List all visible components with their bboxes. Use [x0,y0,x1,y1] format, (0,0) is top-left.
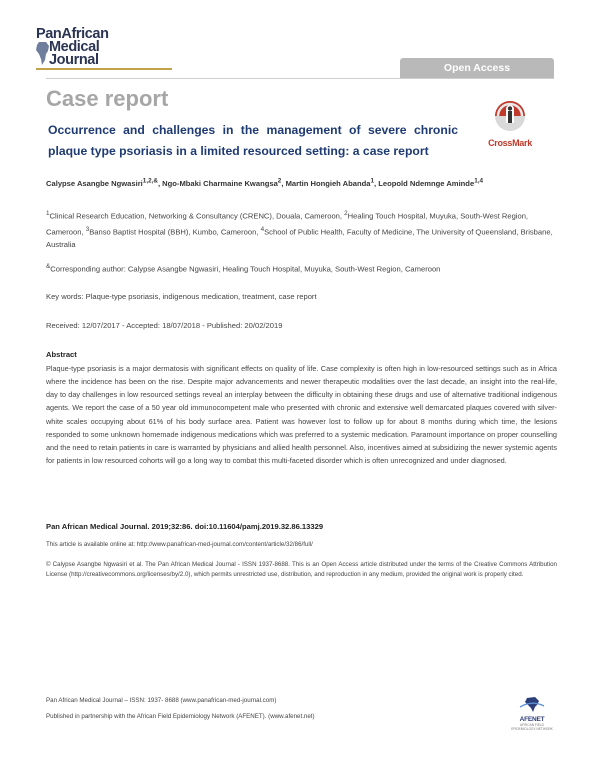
header-divider [46,78,554,79]
author-list [46,177,556,188]
crossmark-icon [482,100,538,132]
footer-issn: Pan African Medical Journal – ISSN: 1937- 8688 (www.panafrican-med-journal.com) [46,697,277,704]
online-availability: This article is available online at: http://www.panafrican-med-journal.com/content/article/32/86/full/ [46,541,313,548]
crossmark-badge[interactable] [482,100,538,148]
abstract-body: Plaque-type psoriasis is a major dermatosis with significant effects on quality of life. Case complexity is often high in low-resourced settings such as in Africa where the incidence has been on the rise. Despite major advancements and newer therapeutic modalities over the last decade, an insight into the real-life, day to day challenges in low resourced settings reveal an interplay between the difficulty in obtaining these drugs and use of alternative traditional indigenous agents. We report the case of a 50 year old immunocompetent male who presented with chronic and extensive well demarcated plaques covered with silver-white scales occupying about 61% of his body surface area. Patient was however lost to follow up for about 8 months during which time, the lesions responded to some unknown homemade indigenous medications which was preferred to a systemic medication. Paramount importance on proper counselling and the need to retain patients in care is warranted by physicians and allied health personnel. Also, incentives aimed at subsidizing the newer systemic agents for patients in low resourced cohorts will go a long way to combat this multi-faceted disorder which is often unrecognized and under diagnosed. [46,364,557,466]
author: Ngo-Mbaki Charmaine Kwangsa$^2$, [162,177,286,188]
license-text: © Calypse Asangbe Ngwasiri et al. The Pan African Medical Journal - ISSN 1937-8688. This is an Open Access article distributed under the terms of the Creative Commons Attribution License (http://creativecommons.org/licenses/by/2.0), which permits unrestricted use, distribution, and reproduction in any medium, provided the original work is properly cited. [46,561,557,578]
corresponding-author: &Corresponding author: Calypse Asangbe Ngwasiri, Healing Touch Hospital, Muyuka, South-West Region, Cameroon [46,263,441,274]
logo-line-3: Journal [49,52,99,68]
logo-line-2: Medical [49,39,100,55]
afenet-subtitle: AFRICAN FIELD EPIDEMIOLOGY NETWORK [511,723,553,731]
keywords: Key words: Plaque-type psoriasis, indigenous medication, treatment, case report [46,292,317,301]
footer-partnership: Published in partnership with the African Field Epidemiology Network (AFENET). (www.afenet.net) [46,713,315,720]
citation: Pan African Medical Journal. 2019;32:86. doi:10.11604/pamj.2019.32.86.13329 [46,522,324,531]
afenet-logo [509,697,555,731]
article-type: Case report [46,86,169,111]
logo-underline [36,68,172,70]
abstract-heading: Abstract [46,350,77,359]
author: Martin Hongieh Abanda$^1$, [285,177,379,188]
journal-logo [36,28,109,67]
africa-map-icon [36,42,50,66]
article-title: Occurrence and challenges in the management of severe chronic plaque type psoriasis in a limited resourced setting: a case report [48,123,458,158]
logo-line-1: PanAfrican [36,26,109,42]
afenet-globe-icon [518,697,546,713]
affiliations: $^1$Clinical Research Education, Networking & Consultancy (CRENC), Douala, Cameroon, $^2$Healing Touch Hospital, Muyuka, South-West Region, Cameroon, $^3$Banso Baptist Hospital (BBH), Kumbo, Cameroon, $^4$School of Public Health, Faculty of Medicine, The University of Queensland, Brisbane, Australia [46,210,553,250]
publication-dates: Received: 12/07/2017 - Accepted: 18/07/2018 - Published: 20/02/2019 [46,321,283,330]
afenet-wordmark: AFENET [519,716,545,723]
crossmark-label: CrossMark [488,138,532,148]
open-access-tab: Open Access [400,58,554,78]
author: Calypse Asangbe Ngwasiri$^{1,2,\&}$, [46,177,163,188]
author: Leopold Ndemnge Aminde$^{1,4}$ [378,177,483,188]
